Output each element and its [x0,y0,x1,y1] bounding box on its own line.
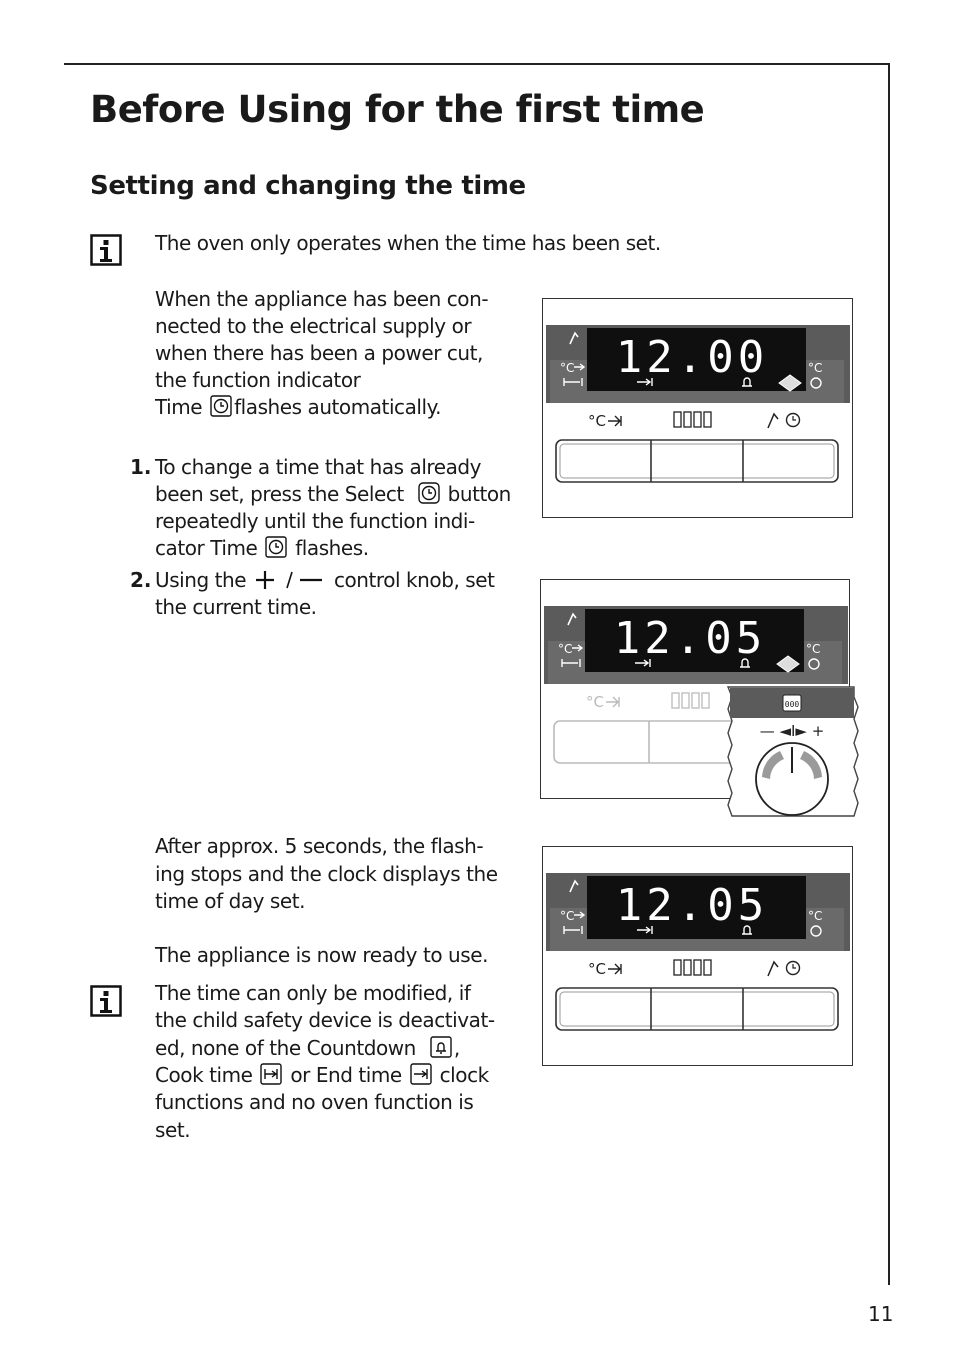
info2-line4 [155,1062,489,1089]
step1-line2 [155,481,511,508]
svg-text:°C: °C [808,361,823,375]
para3: The appliance is now ready to use. [155,943,488,967]
info2-line3-b: , [453,1036,460,1060]
clock-icon [210,395,232,417]
oven-panel-figure-2 [540,579,860,819]
svg-text:000: 000 [784,700,800,709]
info2-line5: functions and no oven function is [155,1090,474,1114]
para1-line3: when there has been a power cut, [155,341,483,365]
display-time: 12.05 [613,613,767,664]
step1-line4-b: flashes. [295,536,369,560]
step2-number: 2. [130,568,152,592]
display-time: 12.05 [615,880,769,931]
svg-text:°C: °C [588,960,606,978]
select-button-icon [418,482,440,504]
oven-panel-figure-1 [542,298,854,519]
step1-line3: repeatedly until the function indi- [155,509,475,533]
info2-line4-a: Cook time [155,1063,253,1087]
step1-line4 [155,535,369,562]
info2-line4-b: or End time [290,1063,402,1087]
para2-line3: time of day set. [155,889,306,913]
plus-minus-icon [254,570,326,590]
right-rule [888,63,890,1285]
info2-line6: set. [155,1118,191,1142]
oven-panel-figure-3 [542,846,854,1067]
info2-line3 [155,1035,460,1062]
info-icon [90,234,122,266]
para1-line1: When the appliance has been con- [155,287,489,311]
info2-line2: the child safety device is deactivat- [155,1008,495,1032]
info-icon [90,985,122,1017]
time-word: Time [155,395,203,419]
svg-text:°C: °C [560,909,575,923]
para2-line1: After approx. 5 seconds, the flash- [155,834,484,858]
page-title: Before Using for the first time [90,88,705,131]
para1-line4: the function indicator [155,368,361,392]
info2-line1: The time can only be modified, if [155,981,471,1005]
display-time: 12.00 [615,332,769,383]
page-number: 11 [868,1302,894,1326]
svg-text:°C: °C [588,412,606,430]
svg-text:°C: °C [560,361,575,375]
info2-line4-c: clock [439,1063,489,1087]
knob-label: — ◄I► + [759,722,825,740]
end-time-icon [410,1063,432,1085]
info-text-1: The oven only operates when the time has been set. [155,231,661,255]
svg-text:°C: °C [806,642,821,656]
step2-line2: the current time. [155,595,317,619]
svg-text:°C: °C [558,642,573,656]
step1-line4-a: cator Time [155,536,258,560]
step2-line1-a: Using the [155,568,247,592]
step1-line1: To change a time that has already [155,455,482,479]
svg-text:°C: °C [586,693,604,711]
svg-text:°C: °C [808,909,823,923]
top-rule [64,63,890,65]
info2-line3-a: ed, none of the Countdown [155,1036,416,1060]
step1-line2-b: button [447,482,511,506]
step1-number: 1. [130,455,152,479]
para1-line2: nected to the electrical supply or [155,314,472,338]
clock-icon [265,536,287,558]
step1-line2-a: been set, press the Select [155,482,404,506]
para1-line5 [155,394,441,421]
para1-end: flashes automatically. [234,395,442,419]
cook-time-icon [260,1063,282,1085]
section-title: Setting and changing the time [90,171,526,201]
step2-line1-b: control knob, set [333,568,495,592]
step2-line1 [155,567,494,594]
para2-line2: ing stops and the clock displays the [155,862,498,886]
bell-icon [430,1036,452,1058]
